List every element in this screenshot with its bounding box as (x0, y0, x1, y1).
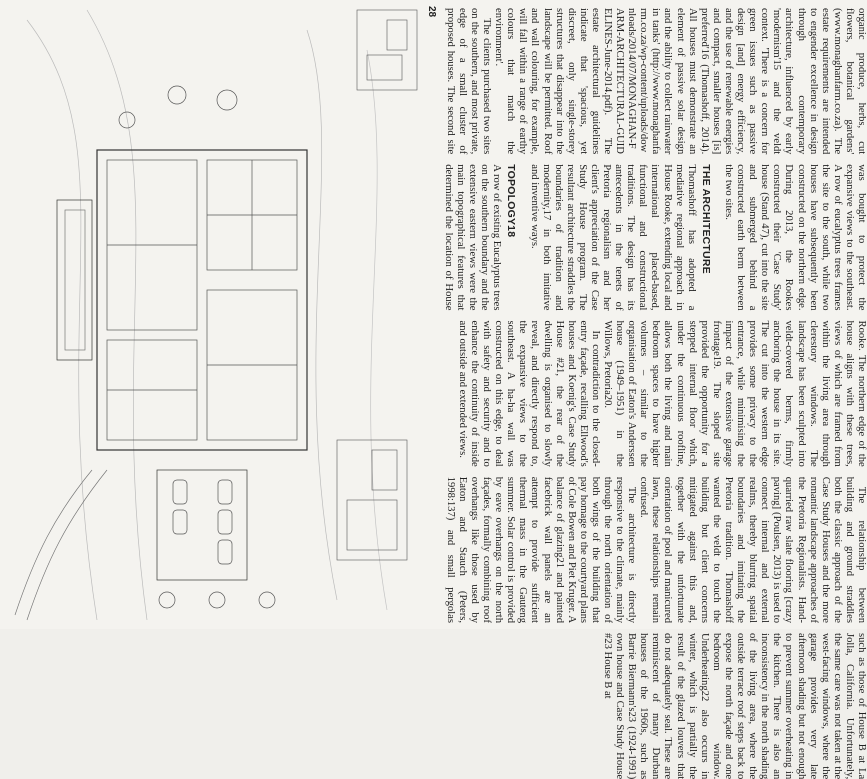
paragraph: Thomashoff has adopted a mediative regional approach in House Rooke, extending local and international placed-based, functional and constructional traditions. The design has its antecedents in the tenets of Pretoria regionalism and her client's appreciation of the Case Study House program. The resultant architecture straddles the boundaries of tradition and modernity,17 in both imitative and inventive ways. (528, 164, 697, 311)
guidelines-url[interactable]: http://www.monaghanfarm.co.za/wp-content/uploads/downloads/2014/07/MONAGHAN-FARM-ARCHITECTURAL-GUIDELINES-June-2014.pdf (602, 8, 662, 155)
section-heading-topology: TOPOLOGY18 (505, 164, 518, 238)
paragraph: organic produce, herbs, cut flowers, botanical gardens' (www.monaghanfarm.co.za). The estate requirements are intended to engender excellence in design through contemporary architecture, influenced by early 'modernism'15 and the veldt context. 'There is a concern for green issues such as passive design [and] energy efficiency, and the use of renewable energies and compact, smaller houses [is] preferred'16 (Thomashoff, 2014). All houses must demonstrate an element of passive solar design and the ability to collect rainwater in tanks' (http://www.monaghanfarm.co.za/wp-content/uploads/downloads/2014/07/MONAGHAN-FARM-ARCHITECTURAL-GUIDELINES-June-2014.pdf). The estate architectural guidelines indicate that 'spacious, yet discreet, only single-storey structures that disappear into the landscape will be permitted. Roof and wall colouring, for example, will fall within a range of earthy colours that match the environment'. (493, 8, 867, 155)
site-plan-svg (0, 0, 427, 629)
section-heading-architecture: THE ARCHITECTURE (699, 164, 712, 274)
paragraph: The architecture is directly responsive to the climate, mainly through the north orientation of both wings of the building that pay homage to the courtyard plans of Cole Bowen and Piet Kruger. A balance of glazing21 and painted facebrick wall panels are an attempt to provide sufficient thermal mass in the Gauteng summer. Solar control is provided by eave overhangs on the north façades, formally combining roof overhangs like those used by Eaton and Stauch (Peters, 1998:137) and small pergolas such as those of House B at La Jolla, California. Unfortunately, the same care was not taken at the west-facing windows, where the garage provides very late afternoon shading but not enough to prevent summer overheating in the kitchen. There is also an inconsistency in the north shading of the living area, where the outside terrace roof steps back to expose the north façade and one bedroom window. Underheating22 also occurs in winter, which is partially the result of the glazed louvers that do not adequately seal. These are reminiscent of many Durban houses of the 1960s, such as Barrie Biermann's23 (1924-1991) own house and Case Study House #23 House B at (444, 476, 867, 779)
paragraph: The relationship between building and ground straddles both the classic approach of the Case Study Houses and the more romantic landscape approaches of the Pretoria Regionalists. Hand-quarried raw slate flooring [crazy paving] (Poulsen, 2013) is used to connect internal and external realms, thereby blurring spatial boundaries and imitating the Pretoria tradition. Thomashoff wanted the veldt to touch the building but client concerns mitigated against this and, together with the unfortunate orientation of pool and manicured lawn, these relationships remain confused. (638, 476, 867, 623)
page-number: 28 (426, 6, 437, 18)
paragraph: In contradiction to the closed-entry façade, recalling Ellwood's houses and Koenig's Case Study House #21, the rear of the dwelling is organised to slowly reveal, and directly respond to, the expansive views to the southeast. A ha-ha wall was constructed on this edge, to deal with safety and security and to enhance the continuity of inside and outside and extended views. (456, 320, 601, 467)
paragraph: The clients purchased two sites on the southern, and most private, edge of a small cluster of proposed houses. The second site was bought to protect the expansive views to the southeast. A row of eucalyptus trees frames the site to the south, while two houses have subsequently been constructed on the northern edge. During 2013, the Rookes constructed their 'Case Study' house (Stand 47), cut into the site and submerged behind a constructed earth berm between the two sites. (444, 8, 867, 311)
site-plan-drawing (0, 0, 427, 629)
article-text (437, 8, 867, 779)
paragraph: A row of existing Eucalyptus trees on the southern boundary and the extensive eastern views were the main topographical features that determined the location of House Rooke. The northern edge of the house aligns with these trees, views of which are framed from within the living area through clerestory windows. The landscape has been sculpted into veldt-covered berms, firmly anchoring the house in its site. The cut into the western edge provides some privacy to the entrance, while minimising the impact of the extensive garage frontage19. The sloped site provided the opportunity for a stepped internal floor which, under the continuous roofline, allows both the living and main bedroom spaces to have higher volumes – similar to the organisation of Eaton's Anderssen house (1949–1951) in the Willows, Pretoria20. (443, 164, 867, 467)
